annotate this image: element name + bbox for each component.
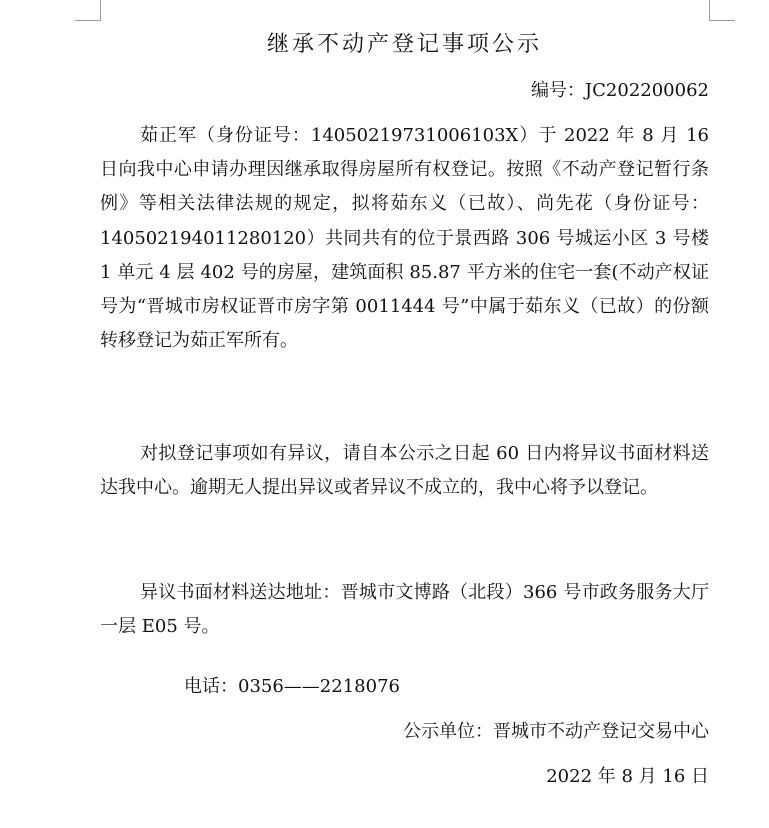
paragraph-address: 异议书面材料送达地址：晋城市文博路（北段）366 号市政务服务大厅一层 E05 号。 — [100, 582, 709, 638]
document-number: 编号：JC202200062 — [530, 80, 709, 101]
publisher-line: 公示单位：晋城市不动产登记交易中心 — [403, 721, 709, 742]
contact-phone: 电话：0356——2218076 — [184, 676, 400, 697]
page-corner-marker-right — [709, 0, 735, 21]
document-title: 继承不动产登记事项公示 — [266, 32, 542, 57]
paragraph-application: 茹正军（身份证号：14050219731006103X）于 2022 年 8 月 16 日向我中心申请办理因继承取得房屋所有权登记。按照《不动产登记暂行条例》等相关法律法规的规定，拟将茹东义（已故）、尚先花（身份证号：140502194011280120）共同共有的位于景西路 306 号城运小区 3 号楼 1 单元 4 层 402 号的房屋，建筑面积 85.87 平方米的住宅一套(不动产权证号为“晋城市房权证晋市房字第 0011444 号”中属于茹东义（已故）的份额转移登记为茹正军所有。 — [100, 125, 709, 352]
page-corner-marker-left — [75, 0, 101, 21]
paragraph-objection: 对拟登记事项如有异议，请自本公示之日起 60 日内将异议书面材料送达我中心。逾期无人提出异议或者异议不成立的，我中心将予以登记。 — [100, 443, 709, 499]
publish-date: 2022 年 8 月 16 日 — [546, 766, 709, 787]
